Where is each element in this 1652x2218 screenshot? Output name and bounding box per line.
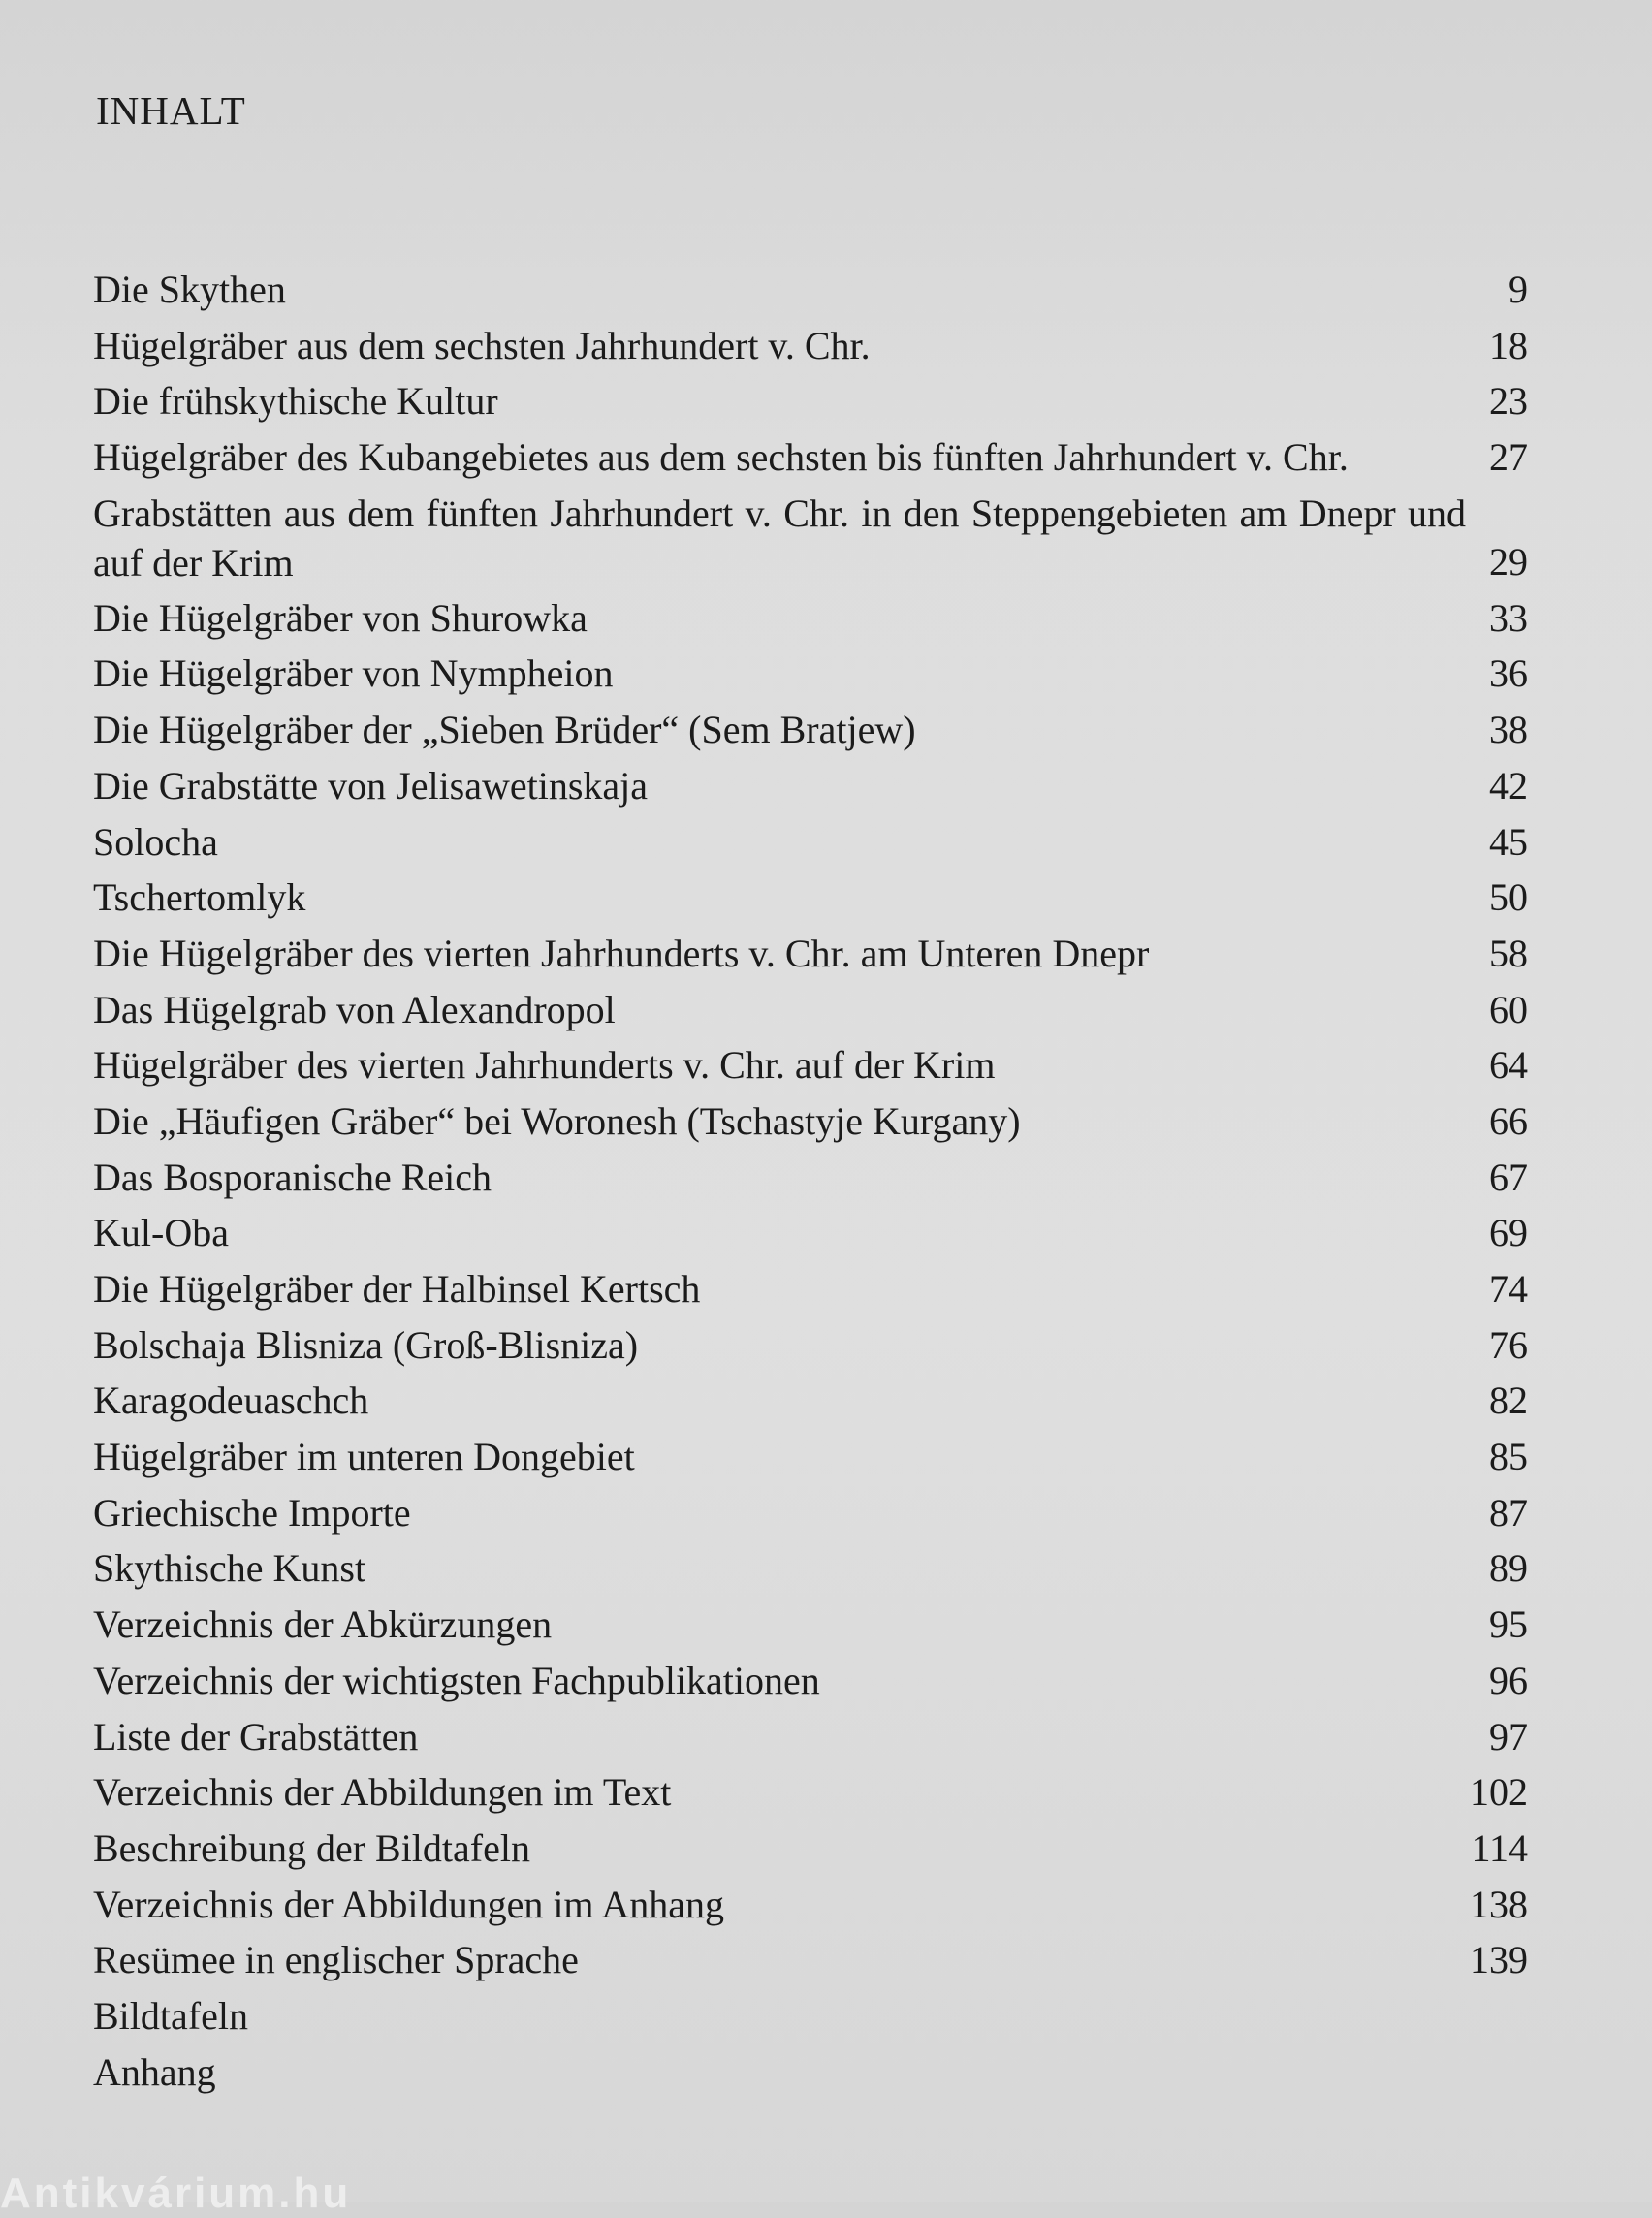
toc-entry-page: 82 (1489, 1378, 1528, 1423)
toc-entry (93, 590, 1528, 647)
toc-entry (93, 1037, 1528, 1093)
toc-entry (93, 702, 1528, 758)
toc-entry-title: Karagodeuaschch (93, 1378, 369, 1423)
toc-entry (93, 429, 1528, 486)
toc-entry-title: Die Hügelgräber von Nympheion (93, 651, 614, 696)
toc-entry-page: 85 (1489, 1435, 1528, 1479)
toc-entry-page: 38 (1489, 708, 1528, 752)
toc-entry-page: 9 (1509, 268, 1528, 311)
toc-entry-title: Die „Häufigen Gräber“ bei Woronesh (Tschastyje Kurgany) (93, 1098, 1021, 1143)
toc-entry (93, 318, 1528, 374)
toc-entry-page: 18 (1489, 323, 1528, 367)
toc-entry (93, 870, 1528, 926)
toc-entry-page: 139 (1470, 1938, 1528, 1982)
toc-entry-page: 138 (1470, 1882, 1528, 1926)
toc-entry (93, 982, 1528, 1038)
toc-entry-title: Tschertomlyk (93, 875, 306, 920)
toc-entry (93, 1373, 1528, 1429)
toc-entry (93, 1821, 1528, 1877)
toc-entry (93, 814, 1528, 871)
toc-entry (93, 1093, 1528, 1150)
toc-entry-page: 114 (1471, 1825, 1528, 1870)
toc-entry-page: 87 (1489, 1490, 1528, 1535)
toc-entry-page: 33 (1489, 595, 1528, 640)
toc-entry (93, 1709, 1528, 1765)
toc-entry (93, 1540, 1528, 1597)
toc-entry-page: 64 (1489, 1043, 1528, 1088)
toc-entry-page: 95 (1489, 1602, 1528, 1647)
toc-entry (93, 926, 1528, 982)
toc-entry (93, 1877, 1528, 1933)
toc-entry (93, 646, 1528, 702)
toc-entry-title: Beschreibung der Bildtafeln (93, 1825, 530, 1870)
toc-entry-page: 69 (1489, 1211, 1528, 1255)
toc-entry (93, 373, 1528, 429)
toc-entry-page: 36 (1489, 651, 1528, 696)
toc-entry (93, 1429, 1528, 1485)
toc-entry (93, 2044, 1528, 2101)
toc-entry-page: 66 (1489, 1098, 1528, 1143)
toc-entry-title: Die Grabstätte von Jelisawetinskaja (93, 763, 649, 808)
toc-entry-title: Das Hügelgrab von Alexandropol (93, 987, 616, 1031)
toc-entry-page: 96 (1489, 1658, 1528, 1702)
table-of-contents (93, 262, 1528, 2100)
toc-entry (93, 1988, 1528, 2044)
toc-entry (93, 758, 1528, 814)
toc-entry-title: Die Hügelgräber von Shurowka (93, 595, 588, 640)
toc-entry-page: 60 (1489, 987, 1528, 1031)
toc-entry-title: Die Skythen (93, 268, 286, 311)
toc-entry-title: Die Hügelgräber des vierten Jahrhunderts v. Chr. am Unteren Dnepr (93, 931, 1150, 975)
toc-entry-page: 58 (1489, 931, 1528, 975)
toc-entry-title: Kul-Oba (93, 1211, 229, 1255)
toc-entry-title: Die Hügelgräber der „Sieben Brüder“ (Sem Bratjew) (93, 708, 916, 752)
toc-entry (93, 1485, 1528, 1541)
toc-entry-page: 76 (1489, 1322, 1528, 1367)
toc-entry (93, 1653, 1528, 1709)
toc-entry-page: 97 (1489, 1714, 1528, 1759)
toc-entry-title: Resümee in englischer Sprache (93, 1938, 579, 1982)
toc-entry-page: 45 (1489, 819, 1528, 864)
toc-entry-title: Verzeichnis der Abbildungen im Anhang (93, 1882, 724, 1926)
toc-entry-title: Solocha (93, 819, 218, 864)
toc-entry-title: Verzeichnis der wichtigsten Fachpublikationen (93, 1658, 820, 1702)
toc-entry (93, 1764, 1528, 1821)
toc-entry-title: Verzeichnis der Abbildungen im Text (93, 1770, 672, 1815)
toc-entry (93, 1261, 1528, 1317)
toc-entry-page: 67 (1489, 1155, 1528, 1199)
toc-entry (93, 1317, 1528, 1374)
toc-entry-page: 74 (1489, 1267, 1528, 1311)
toc-entry-page: 102 (1470, 1770, 1528, 1815)
toc-entry-title: Die frühskythische Kultur (93, 379, 498, 424)
toc-entry (93, 1597, 1528, 1653)
toc-entry-page: 50 (1489, 875, 1528, 920)
toc-entry-page: 89 (1489, 1546, 1528, 1591)
toc-entry-title: Grabstätten aus dem fünften Jahrhundert v. Chr. in den Steppengebieten am Dnepr und auf der Krim (93, 491, 1466, 585)
toc-entry-page: 42 (1489, 763, 1528, 808)
toc-entry-title: Das Bosporanische Reich (93, 1155, 492, 1199)
toc-entry (93, 1205, 1528, 1261)
toc-entry-page: 27 (1489, 435, 1528, 480)
toc-entry-title: Verzeichnis der Abkürzungen (93, 1602, 553, 1647)
toc-entry-page: 23 (1489, 379, 1528, 424)
toc-entry-page: 29 (1489, 540, 1528, 585)
toc-entry-title: Anhang (93, 2049, 216, 2094)
toc-entry-title: Griechische Importe (93, 1490, 411, 1535)
toc-entry-title: Hügelgräber des vierten Jahrhunderts v. Chr. auf der Krim (93, 1043, 996, 1088)
toc-entry (93, 1932, 1528, 1988)
toc-entry-title: Die Hügelgräber der Halbinsel Kertsch (93, 1267, 701, 1311)
toc-entry-title: Hügelgräber im unteren Dongebiet (93, 1435, 635, 1479)
toc-entry-title: Bolschaja Blisniza (Groß-Blisniza) (93, 1322, 639, 1367)
toc-entry-title: Hügelgräber des Kubangebietes aus dem sechsten bis fünften Jahrhundert v. Chr. (93, 435, 1349, 480)
toc-entry-title: Skythische Kunst (93, 1546, 366, 1591)
toc-entry-title: Liste der Grabstätten (93, 1714, 419, 1759)
toc-entry (93, 262, 1528, 318)
toc-entry-title: Bildtafeln (93, 1993, 248, 2038)
watermark: Antikvárium.hu (0, 2170, 352, 2217)
toc-entry-title: Hügelgräber aus dem sechsten Jahrhundert v. Chr. (93, 323, 871, 367)
toc-entry (93, 486, 1528, 590)
page-title: INHALT (96, 88, 246, 133)
toc-entry (93, 1150, 1528, 1206)
